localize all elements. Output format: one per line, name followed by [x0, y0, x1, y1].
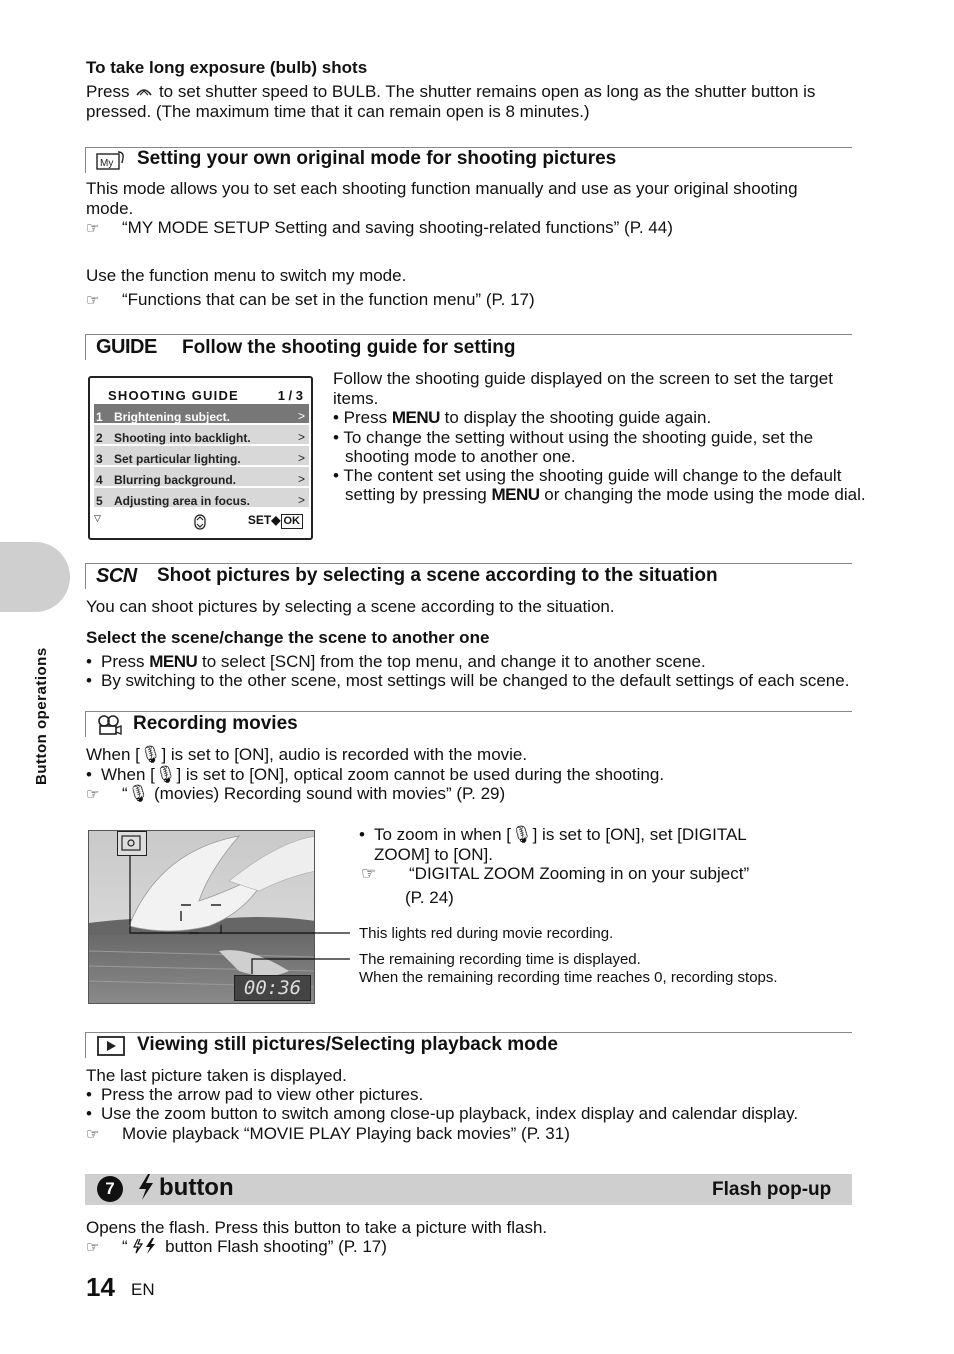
guide-item[interactable]: 1 Brightening subject. > [94, 404, 309, 423]
reference-link[interactable]: ☞ “🎙 (movies) Recording sound with movies” (P. 29) [86, 784, 506, 803]
chevron-right-icon: > [297, 451, 305, 465]
bullet: • To zoom in when [🎙] is set to [ON], set [DIGITAL [359, 825, 747, 844]
guide-item[interactable]: 4 Blurring background. > [94, 467, 309, 486]
guide-item[interactable]: 3 Set particular lighting. > [94, 446, 309, 465]
callout-text: The remaining recording time is displayed. [359, 951, 641, 968]
flash-auto-icon [128, 1237, 165, 1256]
bullet: • When [🎙] is set to [ON], optical zoom cannot be used during the shooting. [86, 765, 665, 784]
set-ok-label: SET◆ OK [248, 510, 303, 530]
section-title: Viewing still pictures/Selecting playback mode [137, 1034, 558, 1055]
sidebar-label: Button operations [33, 647, 50, 785]
microphone-icon: 🎙 [139, 745, 162, 764]
language-code: EN [131, 1280, 155, 1299]
body-text: Opens the flash. Press this button to take a picture with flash. [86, 1218, 548, 1237]
section-title: Recording movies [133, 713, 298, 734]
body-text: items. [333, 389, 379, 408]
reference-link[interactable]: ☞ “Functions that can be set in the function menu” (P. 17) [86, 290, 535, 309]
section-title: Shoot pictures by selecting a scene according to the situation [157, 565, 718, 586]
screen-page: 1 / 3 [277, 388, 303, 403]
flash-icon [136, 1172, 156, 1207]
reference-page: (P. 24) [405, 888, 454, 907]
bullet: • Press MENU to display the shooting guide again. [333, 408, 712, 427]
bullet: • The content set using the shooting guide will change to the default [333, 466, 842, 485]
svg-text:My: My [100, 158, 114, 169]
reference-link[interactable]: ☞ “MY MODE SETUP Setting and saving shooting-related functions” (P. 44) [86, 218, 673, 237]
bullet: shooting mode to another one. [345, 447, 576, 466]
arrow-icon: ◆ [271, 513, 281, 527]
bulb-line2: pressed. (The maximum time that it can remain open is 8 minutes.) [86, 102, 590, 121]
pointing-hand-icon: ☞ [86, 292, 100, 309]
playback-icon [97, 1036, 125, 1061]
pointing-hand-icon: ☞ [86, 1239, 100, 1256]
button-subtitle: Flash pop-up [712, 1179, 832, 1200]
reference-link[interactable]: ☞ “DIGITAL ZOOM Zooming in on your subject” [361, 864, 750, 883]
chevron-right-icon: > [297, 493, 305, 507]
page-number: 14 [86, 1272, 115, 1302]
body-text: The last picture taken is displayed. [86, 1066, 347, 1085]
bulb-line1: Press to set shutter speed to BULB. The shutter remains open as long as the shutter button is [86, 82, 816, 101]
pointing-hand-icon: ☞ [86, 1126, 100, 1143]
subheading: Select the scene/change the scene to another one [86, 628, 490, 647]
body-text: You can shoot pictures by selecting a scene according to the situation. [86, 597, 615, 616]
pointing-hand-icon: ☞ [86, 786, 100, 803]
chevron-right-icon: > [297, 430, 305, 444]
scn-icon: SCN [96, 565, 137, 587]
microphone-icon: 🎙 [127, 784, 150, 803]
bulb-heading: To take long exposure (bulb) shots [86, 58, 368, 77]
guide-icon: GUIDE [96, 336, 157, 358]
remaining-time-display: 00:36 [234, 975, 311, 1001]
bullet: • Press the arrow pad to view other pictures. [86, 1085, 424, 1104]
menu-button-label: MENU [149, 652, 198, 671]
bullet: • Use the zoom button to switch among close-up playback, index display and calendar display. [86, 1104, 799, 1123]
bullet: • By switching to the other scene, most settings will be changed to the default settings of each scene. [86, 671, 850, 690]
button-number: 7 [97, 1176, 123, 1202]
button-title: button [159, 1174, 234, 1201]
callout-text: When the remaining recording time reaches 0, recording stops. [359, 969, 778, 986]
screen-title: SHOOTING GUIDE [108, 388, 239, 403]
microphone-icon: 🎙 [154, 765, 177, 784]
guide-item[interactable]: 5 Adjusting area in focus. > [94, 488, 309, 507]
bullet: ZOOM] to [ON]. [374, 845, 494, 864]
body-text: Follow the shooting guide displayed on the screen to set the target [333, 369, 833, 388]
guide-item[interactable]: 2 Shooting into backlight. > [94, 425, 309, 444]
section-title: Setting your own original mode for shooting pictures [137, 148, 617, 169]
chevron-right-icon: > [297, 472, 305, 486]
bullet: • To change the setting without using the shooting guide, set the [333, 428, 814, 447]
scroll-down-icon: ▽ [94, 513, 101, 523]
body-text: Use the function menu to switch my mode. [86, 266, 407, 285]
body-text: mode. [86, 199, 134, 218]
section-title: Follow the shooting guide for setting [182, 337, 516, 358]
callout-text: This lights red during movie recording. [359, 925, 614, 942]
body-text: When [🎙] is set to [ON], audio is recorded with the movie. [86, 745, 528, 764]
bullet: setting by pressing MENU or changing the mode using the mode dial. [345, 485, 866, 504]
reference-link[interactable]: ☞ Movie playback “MOVIE PLAY Playing back movies” (P. 31) [86, 1124, 570, 1143]
pointing-hand-icon: ☞ [86, 220, 100, 237]
menu-button-label: MENU [391, 408, 440, 427]
bullet: • Press MENU to select [SCN] from the top menu, and change it to another scene. [86, 652, 706, 671]
pointing-hand-icon: ☞ [361, 864, 377, 883]
reference-link[interactable]: ☞ “ button Flash shooting” (P. 17) [86, 1237, 387, 1256]
chevron-right-icon: > [297, 409, 305, 423]
section-divider [85, 1032, 852, 1033]
microphone-icon: 🎙 [511, 825, 533, 844]
body-text: This mode allows you to set each shooting function manually and use as your original shooting [86, 179, 798, 198]
menu-button-label: MENU [491, 485, 540, 504]
